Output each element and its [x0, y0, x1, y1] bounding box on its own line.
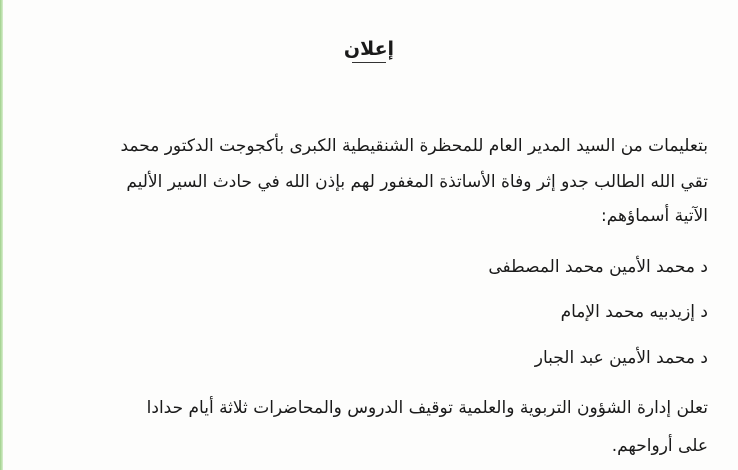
page-edge-decoration [0, 0, 3, 470]
name-item-1: د محمد الأمين محمد المصطفى [488, 257, 708, 277]
closing-line-2: على أرواحهم. [611, 436, 708, 456]
body-line-2: تقي الله الطالب جدو إثر وفاة الأساتذة المغفور لهم بإذن الله في حادث السير الأليم [126, 172, 708, 192]
document-title: إعلان [343, 38, 395, 60]
name-item-2: د إزيدبيه محمد الإمام [560, 302, 708, 322]
title-underline [352, 62, 386, 63]
body-line-1: بتعليمات من السيد المدير العام للمحظرة الشنقيطية الكبرى بأكجوجت الدكتور محمد [120, 136, 708, 156]
closing-line-1: تعلن إدارة الشؤون التربوية والعلمية توقيف الدروس والمحاضرات ثلاثة أيام حدادا [146, 398, 708, 418]
body-line-3: الآتية أسماؤهم: [601, 206, 708, 226]
name-item-3: د محمد الأمين عبد الجبار [534, 348, 708, 368]
